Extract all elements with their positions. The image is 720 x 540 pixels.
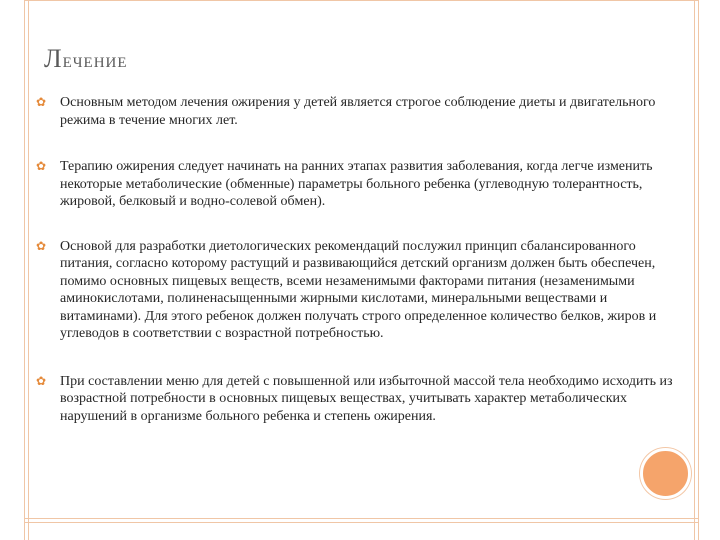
bullet-item [36, 94, 676, 129]
frame-bottom-border [24, 518, 699, 523]
slide-title-initial: Л [44, 44, 63, 73]
bullet-item [36, 158, 676, 211]
bullet-text: Терапию ожирения следует начинать на ранних этапах развития заболевания, когда легче изменить некоторые метаболические (обменные) параметры больного ребенка (углеводную толерантность, жировой, белковый и водно-солевой обмен). [60, 159, 653, 209]
slide-title-rest: ечение [62, 47, 128, 72]
frame-left-border [24, 0, 29, 540]
flower-bullet-icon: ✿ [36, 159, 47, 173]
slide-title [44, 44, 128, 74]
bullet-list [36, 94, 676, 425]
decorative-circle [640, 448, 691, 499]
bullet-text: Основой для разработки диетологических рекомендаций послужил принцип сбалансированного питания, согласно которому растущий и развивающийся детский организм должен быть обеспечен, помимо основных пищевых веществ, всеми незаменимыми факторами питания (незаменимыми аминокислотами, полиненасыщенными жирными кислотами, минеральными веществами и витаминами). Для этого ребенок должен получать строго определенное количество белков, жиров и углеводов в соответствии с возрастной потребностью. [60, 238, 657, 341]
flower-bullet-icon: ✿ [36, 238, 47, 253]
bullet-item [36, 373, 676, 426]
bullet-text: Основным методом лечения ожирения у детей является строгое соблюдение диеты и двигательного режима в течение многих лет. [60, 95, 656, 128]
bullet-text: При составлении меню для детей с повышенной или избыточной массой тела необходимо исходить из возрастной потребности в основных пищевых веществах, учитывать характер метаболических нарушений в организме больного ребенка и степень ожирения. [60, 373, 673, 424]
flower-bullet-icon: ✿ [36, 95, 47, 109]
flower-bullet-icon: ✿ [36, 373, 47, 388]
frame-right-border [694, 0, 699, 540]
frame-top-line [24, 0, 699, 1]
bullet-item [36, 238, 676, 343]
